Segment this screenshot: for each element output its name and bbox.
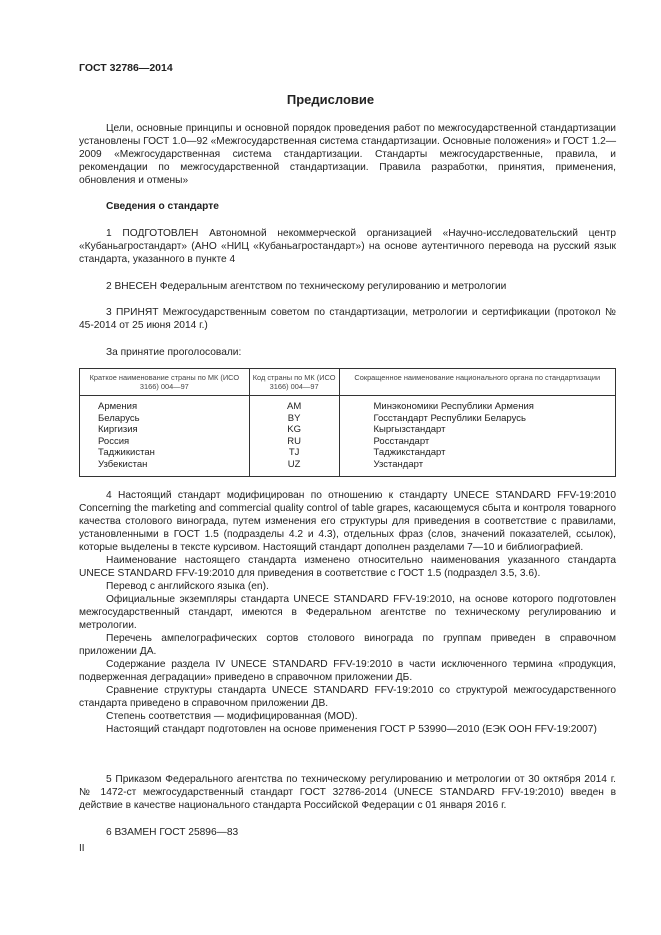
cell-country: Россия	[80, 436, 250, 448]
voted-label	[79, 346, 616, 359]
cell-code: UZ	[249, 459, 339, 477]
item-4-text: 4 Настоящий стандарт модифицирован по отношению к стандарту UNECE STANDARD FFV-19:2010 Concerning the marketing and commercial quality control of table grapes, касающемуся сбыта и контроля товарного качества столового винограда, путем изменения его структуры для приведения в соответствие с правилами, установленными в ГОСТ 1.5 (подразделы 4.2 и 4.3), отдельных фраз (слов, значений показателей, ссылок), которые выделены в тексте курсивом. Настоящий стандарт дополнен разделами 7—10 и библиографией.	[79, 490, 616, 553]
document-header: ГОСТ 32786—2014	[79, 62, 173, 74]
page-number: II	[79, 843, 85, 854]
table-row	[80, 396, 616, 413]
item-5-text: 5 Приказом Федерального агентства по техническому регулированию и метрологии от 30 октября 2014 г. № 1472-ст межгосударственный стандарт ГОСТ 32786-2014 (UNECE STANDARD FFV-19:2010) введен в действие в качестве национального стандарта Российской Федерации с 01 января 2016 г.	[79, 774, 616, 811]
item-4-varieties: Перечень ампелографических сортов столового винограда по группам приведен в справочном приложении ДА.	[79, 633, 616, 657]
cell-country: Таджикистан	[80, 447, 250, 459]
item-4-official-copies: Официальные экземпляры стандарта UNECE STANDARD FFV-19:2010, на основе которого подготовлен межгосударственный стандарт, имеются в Федеральном агентстве по техническому регулированию и метрологии.	[79, 594, 616, 631]
table-header-row	[80, 369, 616, 396]
item-1-text: 1 ПОДГОТОВЛЕН Автономной некоммерческой организацией «Научно-исследовательский центр «Кубаньагростандарт» (АНО «НИЦ «Кубаньагростандарт») на основе аутентичного перевода на русский язык стандарта, указанного в пункте 4	[79, 228, 616, 265]
cell-body: Госстандарт Республики Беларусь	[339, 413, 615, 425]
intro-paragraph	[79, 122, 616, 187]
item-4-translation: Перевод с английского языка (en).	[106, 581, 269, 592]
cell-code: KG	[249, 424, 339, 436]
cell-country: Беларусь	[80, 413, 250, 425]
item-6	[79, 826, 616, 839]
header-national-body: Сокращенное наименование национального органа по стандартизации	[339, 369, 615, 396]
voted-text: За принятие проголосовали:	[106, 347, 242, 358]
cell-code: TJ	[249, 447, 339, 459]
voting-table	[79, 368, 616, 477]
table-row	[80, 413, 616, 425]
cell-code: RU	[249, 436, 339, 448]
cell-body: Минэкономики Республики Армения	[339, 396, 615, 413]
item-2	[79, 280, 616, 293]
cell-code: BY	[249, 413, 339, 425]
table-row	[80, 424, 616, 436]
section-title: Сведения о стандарте	[106, 201, 219, 212]
item-3-text: 3 ПРИНЯТ Межгосударственным советом по стандартизации, метрологии и сертификации (протокол № 45-2014 от 25 июня 2014 г.)	[79, 307, 616, 331]
item-4-basis: Настоящий стандарт подготовлен на основе применения ГОСТ Р 53990—2010 (ЕЭК ООН FFV-19:2007)	[106, 724, 597, 735]
item-4-name-change: Наименование настоящего стандарта изменено относительно наименования указанного стандарта UNECE STANDARD FFV-19:2010 для приведения в соответствие с ГОСТ 1.5 (подраздел 3.5, 3.6).	[79, 555, 616, 579]
table-row	[80, 447, 616, 459]
cell-body: Росстандарт	[339, 436, 615, 448]
header-country-name: Краткое наименование страны по МК (ИСО 3166) 004—97	[80, 369, 250, 396]
item-4-degree: Степень соответствия — модифицированная (MOD).	[106, 711, 358, 722]
page-title: Предисловие	[286, 92, 375, 107]
cell-body: Узстандарт	[339, 459, 615, 477]
item-4-section-iv: Содержание раздела IV UNECE STANDARD FFV-19:2010 в части исключенного термина «продукция, подверженная деградации» приведено в справочном приложении ДБ.	[79, 659, 616, 683]
item-3	[79, 306, 616, 332]
table-row	[80, 459, 616, 477]
cell-country: Киргизия	[80, 424, 250, 436]
item-1	[79, 227, 616, 266]
cell-body: Кыргызстандарт	[339, 424, 615, 436]
item-6-text: 6 ВЗАМЕН ГОСТ 25896—83	[106, 827, 239, 838]
cell-body: Таджикстандарт	[339, 447, 615, 459]
item-2-text: 2 ВНЕСЕН Федеральным агентством по техническому регулированию и метрологии	[106, 281, 507, 292]
cell-country: Узбекистан	[80, 459, 250, 477]
item-5	[79, 773, 616, 812]
cell-code: AM	[249, 396, 339, 413]
cell-country: Армения	[80, 396, 250, 413]
table-row	[80, 436, 616, 448]
header-country-code: Код страны по МК (ИСО 3166) 004—97	[249, 369, 339, 396]
intro-text: Цели, основные принципы и основной порядок проведения работ по межгосударственной стандартизации установлены ГОСТ 1.0—92 «Межгосударственная система стандартизации. Основные положения» и ГОСТ 1.2—2009 «Межгосударственная система стандартизации. Стандарты межгосударственные, правила, и рекомендации по межгосударственной стандартизации. Правила разработки, принятия, применения, обновления и отмены»	[79, 123, 617, 186]
item-4-structure: Сравнение структуры стандарта UNECE STANDARD FFV-19:2010 со структурой межгосударственного стандарта приведено в справочном приложении ДВ.	[79, 685, 616, 709]
item-4	[79, 489, 616, 736]
